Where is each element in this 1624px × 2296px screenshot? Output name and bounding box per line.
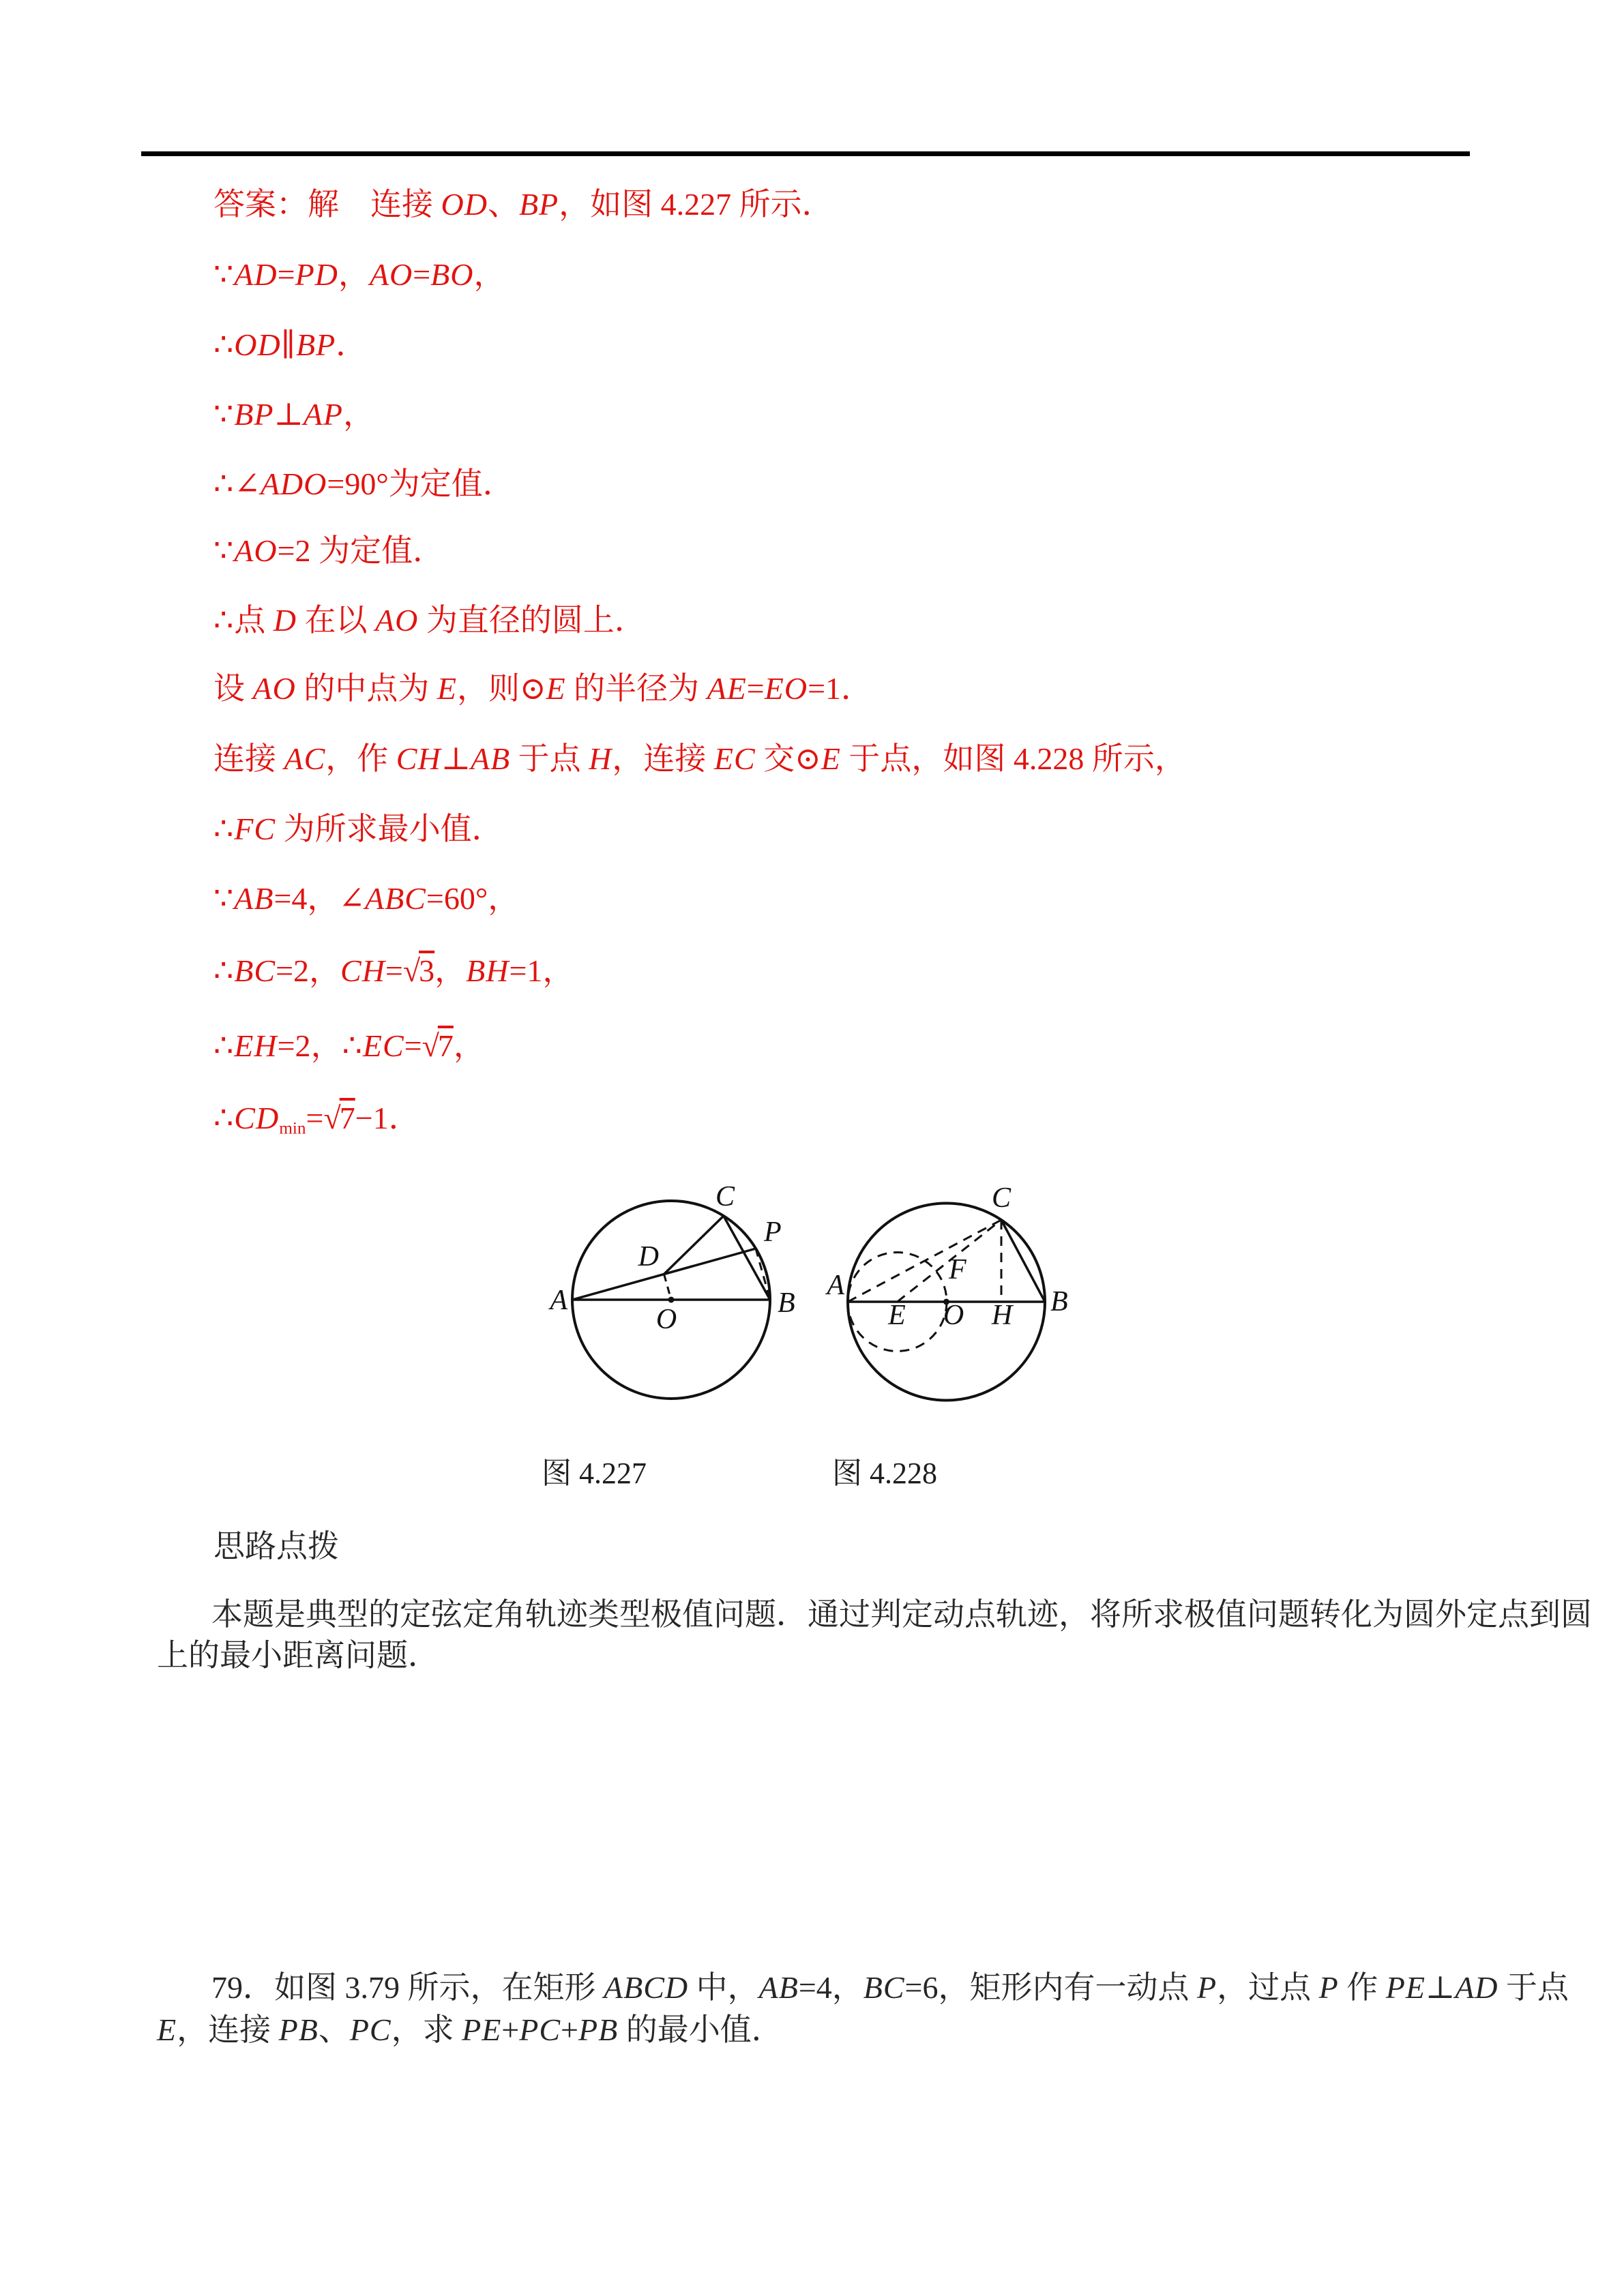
text-segment: BO — [430, 257, 474, 292]
text-segment: =2 — [277, 1028, 311, 1063]
solution-line-7 — [213, 601, 646, 640]
text-segment: ， — [310, 1028, 342, 1063]
dashed-DO — [664, 1274, 672, 1300]
text-segment: CH — [340, 953, 385, 988]
text-segment: E — [821, 741, 841, 776]
text-segment: = — [404, 1028, 422, 1063]
text-segment: ∵ — [213, 881, 235, 916]
text-segment: ∥ — [280, 327, 296, 362]
text-segment: E — [546, 671, 566, 706]
point-label-B: B — [778, 1287, 795, 1319]
point-label-H: H — [991, 1300, 1013, 1331]
figure-4-227 — [532, 1173, 805, 1432]
text-segment: 于点 — [510, 741, 589, 776]
text-segment: ， — [434, 953, 467, 988]
text-segment: ∵ — [213, 257, 235, 292]
chord-CB — [724, 1216, 770, 1300]
solution-line-8 — [213, 670, 872, 708]
text-segment: EO — [764, 671, 808, 706]
solution-line-14 — [213, 1099, 420, 1148]
text-segment: =1 — [509, 953, 543, 988]
text-segment: 在以 — [297, 603, 376, 638]
text-segment: ， — [342, 397, 374, 432]
text-segment: 为定值． — [388, 466, 514, 501]
solution-line-1 — [213, 185, 833, 224]
text-segment: BP — [234, 397, 274, 432]
text-segment: 中， — [688, 1970, 759, 2005]
solution-line-10 — [213, 810, 503, 848]
point-label-C: C — [991, 1182, 1012, 1214]
text-segment: 4.228 — [1013, 741, 1084, 776]
text-segment: AC — [284, 741, 326, 776]
text-segment: BC — [234, 953, 276, 988]
text-segment: EC — [713, 741, 756, 776]
text-segment: 、 — [318, 2012, 350, 2047]
text-segment: ， — [488, 881, 520, 916]
solution-line-9 — [213, 740, 1186, 778]
text-segment: ⊥ — [441, 741, 471, 776]
text-segment: ∠ — [234, 466, 261, 501]
text-segment: 所示， — [1084, 741, 1186, 776]
point-label-A: A — [550, 1285, 567, 1316]
text-segment: ． — [841, 671, 873, 706]
text-segment: PB — [578, 2012, 619, 2047]
text-segment: 点 — [234, 603, 274, 638]
text-segment: 答案：解 连接 — [213, 187, 441, 222]
text-segment: AB — [234, 881, 274, 916]
text-segment: P — [1318, 1970, 1339, 2005]
question-79-line-2 — [157, 2011, 783, 2049]
text-segment: AE — [707, 671, 747, 706]
text-segment: AB — [470, 741, 511, 776]
solution-line-4 — [213, 396, 374, 434]
text-segment: min — [279, 1118, 306, 1138]
text-segment: EC — [362, 1028, 404, 1063]
text-segment: 为定值． — [319, 533, 445, 568]
text-segment: ，过点 — [1217, 1970, 1319, 2005]
text-segment: ∴ — [213, 1101, 235, 1135]
text-segment: ∴ — [213, 1028, 235, 1063]
text-segment: ABC — [364, 881, 426, 916]
text-segment: √ — [402, 953, 421, 988]
text-segment: ，连接 — [612, 741, 714, 776]
point-label-B: B — [1050, 1286, 1068, 1317]
text-segment: 7 — [437, 1028, 454, 1063]
text-segment: ∴ — [213, 603, 235, 638]
text-segment: ∴ — [213, 327, 235, 362]
text-segment: = — [306, 1101, 324, 1135]
text-segment: 连接 — [213, 741, 284, 776]
text-segment: ， — [309, 953, 341, 988]
text-segment: PE — [462, 2012, 502, 2047]
text-segment: =2 — [277, 533, 319, 568]
text-segment: AP — [303, 397, 343, 432]
text-segment: ， — [831, 1970, 863, 2005]
text-segment: 所示，在矩形 — [400, 1970, 604, 2005]
text-segment: 的最小值． — [618, 2012, 783, 2047]
text-segment: 3 — [419, 953, 435, 988]
point-label-P: P — [764, 1217, 782, 1248]
text-segment: = — [413, 257, 431, 292]
point-label-F: F — [949, 1254, 966, 1285]
text-segment: AD — [1455, 1970, 1498, 2005]
question-79-line-1 — [211, 1969, 1569, 2007]
point-label-A: A — [827, 1270, 844, 1301]
text-segment: ADO — [260, 466, 327, 501]
text-segment: ，则⊙ — [456, 671, 546, 706]
notes-paragraph-line-2: 上的最小距离问题． — [157, 1638, 439, 1673]
notes-heading: 思路点拨 — [213, 1529, 339, 1564]
text-segment: ⊥ — [1425, 1970, 1456, 2005]
text-segment: ⊥ — [274, 397, 304, 432]
point-label-O: O — [655, 1304, 677, 1335]
text-segment: =60° — [426, 881, 488, 916]
solution-line-5 — [213, 465, 514, 503]
text-segment: ，连接 — [177, 2012, 279, 2047]
text-segment: 7 — [339, 1101, 355, 1135]
text-segment: 4.227 — [660, 187, 732, 222]
text-segment: CD — [234, 1101, 280, 1135]
text-segment: BH — [466, 953, 510, 988]
point-label-E: E — [888, 1300, 906, 1331]
text-segment: AO — [234, 533, 278, 568]
text-segment: ∴ — [213, 466, 235, 501]
solution-line-12 — [213, 952, 574, 990]
text-segment: =1 — [808, 671, 842, 706]
text-segment: 为直径的圆上． — [418, 603, 646, 638]
text-segment: =90° — [327, 466, 389, 501]
text-segment: √ — [422, 1028, 439, 1063]
text-segment: =2 — [276, 953, 310, 988]
figure-4-228 — [812, 1173, 1098, 1432]
point-label-C: C — [715, 1181, 735, 1212]
figure-caption-4-228: 图 4.228 — [832, 1457, 937, 1490]
text-segment: CH — [396, 741, 441, 776]
solution-line-3 — [213, 326, 367, 364]
text-segment: ∴ — [342, 1028, 363, 1063]
text-segment: = — [385, 953, 403, 988]
text-segment: + — [561, 2012, 578, 2047]
text-segment: 为所求最小值． — [276, 811, 503, 846]
text-segment: √ — [323, 1101, 341, 1135]
text-segment: 设 — [213, 671, 253, 706]
text-segment: D — [273, 603, 297, 638]
text-segment: ∵ — [213, 533, 235, 568]
text-segment: PB — [278, 2012, 319, 2047]
text-segment: =4 — [274, 881, 308, 916]
text-segment: AB — [758, 1970, 799, 2005]
text-segment: 于点，如图 — [840, 741, 1014, 776]
text-segment: 79．如图 — [211, 1970, 345, 2005]
text-segment: ，求 — [391, 2012, 462, 2047]
text-segment: = — [746, 671, 765, 706]
solution-line-13 — [213, 1027, 485, 1065]
text-segment: PC — [519, 2012, 561, 2047]
text-segment: ， — [307, 881, 339, 916]
text-segment: ∵ — [213, 397, 235, 432]
top-rule — [141, 151, 1470, 156]
notes-paragraph-line-1: 本题是典型的定弦定角轨迹类型极值问题．通过判定动点轨迹，将所求极值问题转化为圆外定点到圆 — [211, 1597, 1592, 1632]
text-segment: ， — [338, 257, 370, 292]
text-segment: ， — [473, 257, 505, 292]
text-segment: ，矩形内有一动点 — [938, 1970, 1197, 2005]
text-segment: ∴ — [213, 953, 235, 988]
text-segment: BP — [295, 327, 336, 362]
solution-line-6 — [213, 532, 444, 570]
text-segment: ，作 — [325, 741, 396, 776]
text-segment: 的半径为 — [565, 671, 707, 706]
text-segment: BC — [863, 1970, 905, 2005]
text-segment: =6 — [904, 1970, 939, 2005]
text-segment: AO — [252, 671, 296, 706]
text-segment: BP — [518, 187, 559, 222]
text-segment: 作 — [1338, 1970, 1386, 2005]
text-segment: ∠ — [338, 881, 365, 916]
point-label-D: D — [638, 1241, 659, 1272]
text-segment: OD — [441, 187, 488, 222]
text-segment: EH — [234, 1028, 278, 1063]
text-segment: AD — [234, 257, 278, 292]
text-segment: =4 — [798, 1970, 832, 2005]
text-segment: = — [277, 257, 295, 292]
text-segment: 交⊙ — [755, 741, 821, 776]
text-segment: FC — [234, 811, 276, 846]
solution-line-2 — [213, 256, 505, 294]
text-segment: E — [157, 2012, 177, 2047]
text-segment: + — [501, 2012, 520, 2047]
text-segment: ABCD — [604, 1970, 689, 2005]
text-segment: 于点 — [1498, 1970, 1569, 2005]
point-label-O: O — [943, 1300, 964, 1331]
text-segment: 的中点为 — [295, 671, 437, 706]
text-segment: E — [437, 671, 457, 706]
text-segment: 3.79 — [344, 1970, 400, 2005]
text-segment: 、 — [487, 187, 519, 222]
text-segment: ，如图 — [559, 187, 661, 222]
text-segment: ， — [542, 953, 574, 988]
text-segment: ． — [388, 1101, 420, 1135]
text-segment: PC — [349, 2012, 392, 2047]
center-dot-O — [668, 1297, 675, 1303]
text-segment: PD — [295, 257, 338, 292]
text-segment: −1 — [355, 1101, 389, 1135]
text-segment: AO — [369, 257, 413, 292]
text-segment: ∴ — [213, 811, 235, 846]
text-segment: P — [1197, 1970, 1217, 2005]
text-segment: H — [589, 741, 612, 776]
figure-caption-4-227: 图 4.227 — [542, 1457, 647, 1490]
text-segment: AO — [375, 603, 419, 638]
text-segment: ， — [453, 1028, 485, 1063]
text-segment: ． — [336, 327, 368, 362]
chord-CB — [1001, 1220, 1045, 1302]
text-segment: PE — [1385, 1970, 1426, 2005]
text-segment: OD — [234, 327, 281, 362]
solution-line-11 — [213, 880, 519, 918]
text-segment: 所示． — [731, 187, 833, 222]
